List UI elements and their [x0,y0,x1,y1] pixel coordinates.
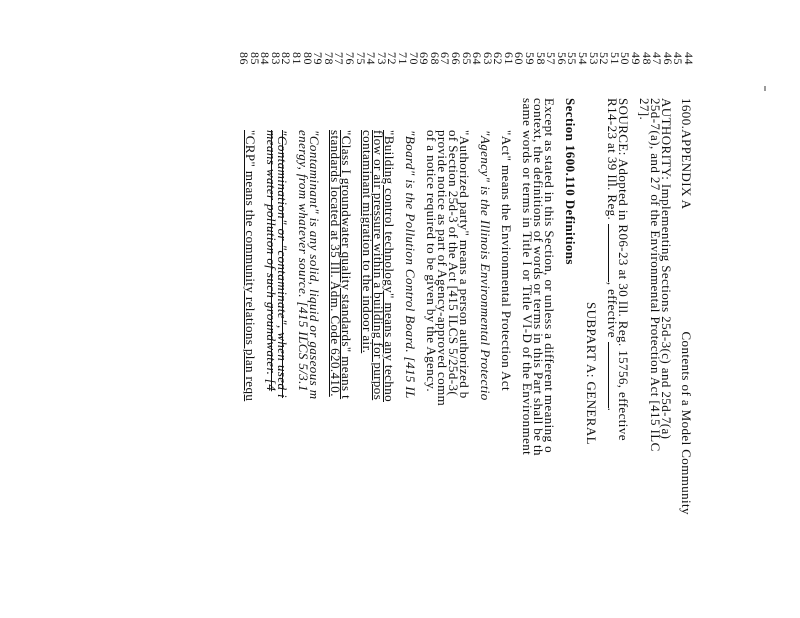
line-number: 46 [660,52,675,65]
rotated-document [0,52,694,618]
line-number: 53 [586,52,601,65]
line-number: 70 [406,52,421,65]
line-number: 77 [332,52,347,65]
line-number: 84 [258,52,273,65]
authority-line-3: 27]. [637,98,652,121]
line-number: 72 [385,52,400,65]
section-intro-2: context, the definitions of words or terms in this Part shall be th [531,98,546,456]
definition-building-control-2: flow or air pressure within a building for purpos [371,130,386,401]
class-i-text-2: standards located at 35 Ill. Adm. Code 620.410. [328,130,343,397]
line-number: 68 [427,52,442,65]
definition-authorized-party-3: provide notice as part of Agency-approved comm [435,130,450,407]
line-number: 78 [321,52,336,65]
line-number: 81 [290,52,305,65]
line-number: 73 [374,52,389,65]
line-number-column [238,52,694,92]
appendix-contents: Contents of a Model Community [679,331,694,515]
source-line-2 [606,98,619,411]
definition-act: "Act" means the Environmental Protection Act [499,130,514,392]
source-post: , effective [605,281,620,342]
definition-contamination-2: means water pollution of such groundwater. [4 [264,130,279,392]
authority-line-2: 25d-7(a), and 27 of the Environmental Protection Act [415 ILC [648,98,663,452]
line-number: 76 [343,52,357,65]
line-number: 49 [629,52,644,65]
definition-contamination-1: "Contamination" or "contaminate", when used i [275,130,290,399]
definition-building-control-1: "Building control technology" means any techno [382,130,397,402]
line-number: 50 [618,52,633,65]
definition-class-i-2 [329,130,342,397]
line-number: 71 [395,52,410,65]
subpart-heading: SUBPART A: GENERAL [584,302,599,445]
definition-authorized-party-2: of Section 25d-3 of the Act [415 ILCS 5/25d-3( [446,130,461,397]
line-number: 83 [268,52,283,65]
line-number: 74 [364,52,379,65]
definition-authorized-party-1: "Authorized party" means a person authorized b [457,130,472,399]
line-number: 79 [311,52,326,65]
definition-building-control-3: contaminant migration to the indoor air. [360,130,375,354]
line-number: 64 [470,52,485,65]
definition-board: "Board" is the Pollution Control Board. [415 IL [403,130,418,399]
appendix-header [680,98,693,515]
scan-artifact [764,86,766,91]
source-end: . [605,407,620,412]
line-number: 51 [607,52,622,65]
line-number: 61 [501,52,516,65]
line-number: 82 [279,52,294,65]
definition-agency: "Agency" is the Illinois Environmental Protectio [478,130,493,401]
source-pre: R14-23 at 39 Ill. Reg. [605,98,620,224]
line-number: 63 [480,52,495,65]
section-heading: Section 1600.110 Definitions [563,98,578,265]
line-number: 66 [448,52,463,65]
line-number: 48 [639,52,654,65]
line-number: 69 [417,52,432,65]
line-number: 60 [512,52,527,65]
class-i-text-1: "Class I groundwater quality standards" means t [339,130,354,400]
authority-line-1: AUTHORITY: Implementing Sections 25d-3(c) and 25d-7(a) [659,98,674,440]
line-number: 52 [597,52,612,65]
line-number: 58 [533,52,548,65]
date-blank [608,342,619,408]
line-number: 47 [650,52,665,65]
line-number: 86 [237,52,252,65]
line-number: 75 [353,52,368,65]
section-intro-1: Except as stated in this Section, or unless a different meaning o [542,98,557,454]
appendix-label: 1600.APPENDIX A [679,98,694,210]
line-number: 55 [565,52,580,65]
volume-blank [608,224,619,282]
line-number: 56 [554,52,569,65]
definition-authorized-party-4: of a notice required to be given by the Agency. [424,130,439,392]
line-number: 67 [438,52,453,65]
definition-crp: "CRP" means the community relations plan requ [243,130,258,402]
section-intro-3: same words or terms in Title I or Title VI-D of the Environment [520,98,535,456]
line-number: 57 [544,52,559,65]
line-number: 65 [459,52,474,65]
line-number: 54 [576,52,591,65]
line-number: 45 [671,52,686,65]
line-number: 44 [682,52,696,65]
line-number: 62 [491,52,506,65]
definition-contaminant-1: "Contaminant" is any solid, liquid or gaseous m [307,130,322,400]
line-number: 59 [523,52,538,65]
line-number: 80 [300,52,315,65]
source-line-1: SOURCE: Adopted in R06-23 at 30 Ill. Reg. 15756, effective [616,98,631,441]
line-number: 85 [247,52,262,65]
definition-contaminant-2: energy, from whatever source. [415 ILCS 5/3.1 [296,130,311,392]
